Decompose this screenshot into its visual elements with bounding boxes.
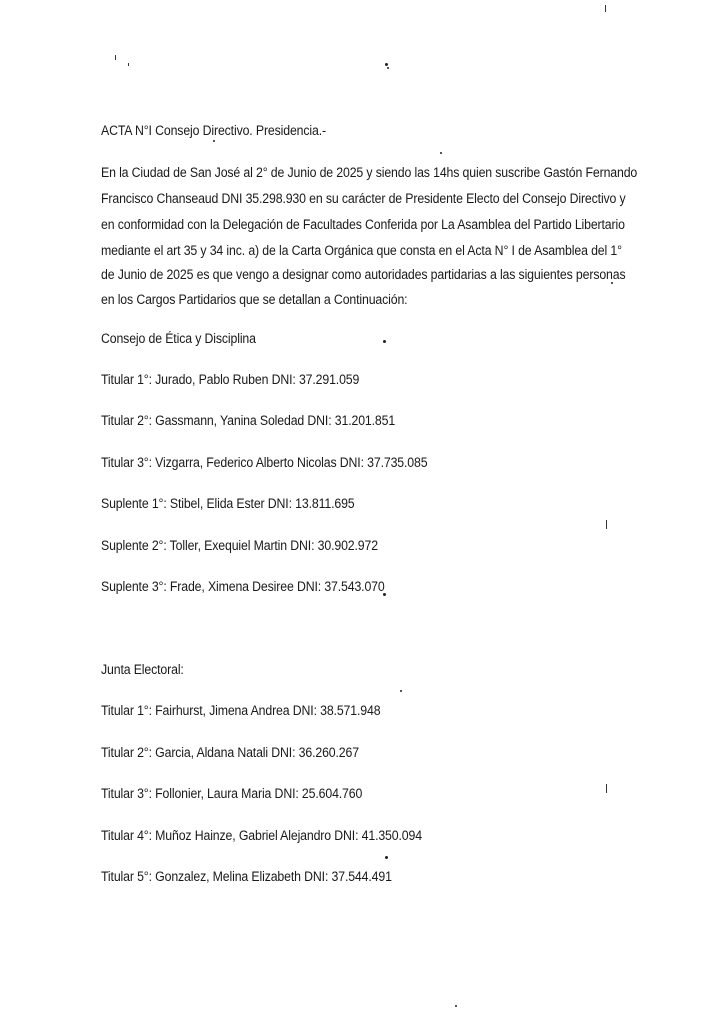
paragraph-line: Francisco Chanseaud DNI 35.298.930 en su carácter de Presidente Electo del Consejo Directivo y	[101, 191, 626, 206]
list-item: Suplente 1°: Stibel, Elida Ester DNI: 13.811.695	[101, 496, 355, 511]
paragraph-line: en conformidad con la Delegación de Facultades Conferida por La Asamblea del Partido Libertario	[101, 217, 625, 232]
list-item: Titular 2°: Garcia, Aldana Natali DNI: 36.260.267	[101, 745, 359, 760]
list-item: Titular 3°: Follonier, Laura Maria DNI: 25.604.760	[101, 786, 363, 801]
list-item: Suplente 3°: Frade, Ximena Desiree DNI: 37.543.070	[101, 579, 385, 594]
scan-speck	[440, 152, 442, 154]
list-item: Titular 1°: Fairhurst, Jimena Andrea DNI: 38.571.948	[101, 703, 381, 718]
list-item: Titular 1°: Jurado, Pablo Ruben DNI: 37.291.059	[101, 372, 360, 387]
list-item: Titular 3°: Vizgarra, Federico Alberto Nicolas DNI: 37.735.085	[101, 455, 428, 470]
list-item: Titular 2°: Gassmann, Yanina Soledad DNI: 31.201.851	[101, 413, 396, 428]
scan-mark	[606, 520, 607, 529]
document-title: ACTA N°I Consejo Directivo. Presidencia.-	[101, 123, 326, 138]
list-item: Titular 5°: Gonzalez, Melina Elizabeth DNI: 37.544.491	[101, 869, 392, 884]
scan-speck	[385, 856, 388, 859]
section-heading: Junta Electoral:	[101, 662, 184, 677]
scan-speck	[213, 140, 215, 142]
paragraph-line: en los Cargos Partidarios que se detallan a Continuación:	[101, 292, 408, 307]
scan-speck	[385, 63, 388, 66]
list-item: Titular 4°: Muñoz Hainze, Gabriel Alejandro DNI: 41.350.094	[101, 828, 422, 843]
paragraph-line: mediante el art 35 y 34 inc. a) de la Carta Orgánica que consta en el Acta N° I de Asamblea del 1°	[101, 243, 622, 258]
paragraph-line: En la Ciudad de San José al 2° de Junio de 2025 y siendo las 14hs quien suscribe Gastón Fernando	[101, 165, 638, 180]
scan-mark	[115, 55, 116, 60]
scan-mark	[605, 5, 606, 12]
list-item: Suplente 2°: Toller, Exequiel Martin DNI: 30.902.972	[101, 538, 378, 553]
scan-speck	[400, 690, 402, 692]
paragraph-line: de Junio de 2025 es que vengo a designar como autoridades partidarias a las siguientes personas	[101, 267, 626, 282]
section-heading: Consejo de Ética y Disciplina	[101, 331, 256, 346]
scan-mark	[128, 63, 129, 66]
scan-speck	[387, 67, 389, 69]
scan-speck	[455, 1005, 457, 1007]
